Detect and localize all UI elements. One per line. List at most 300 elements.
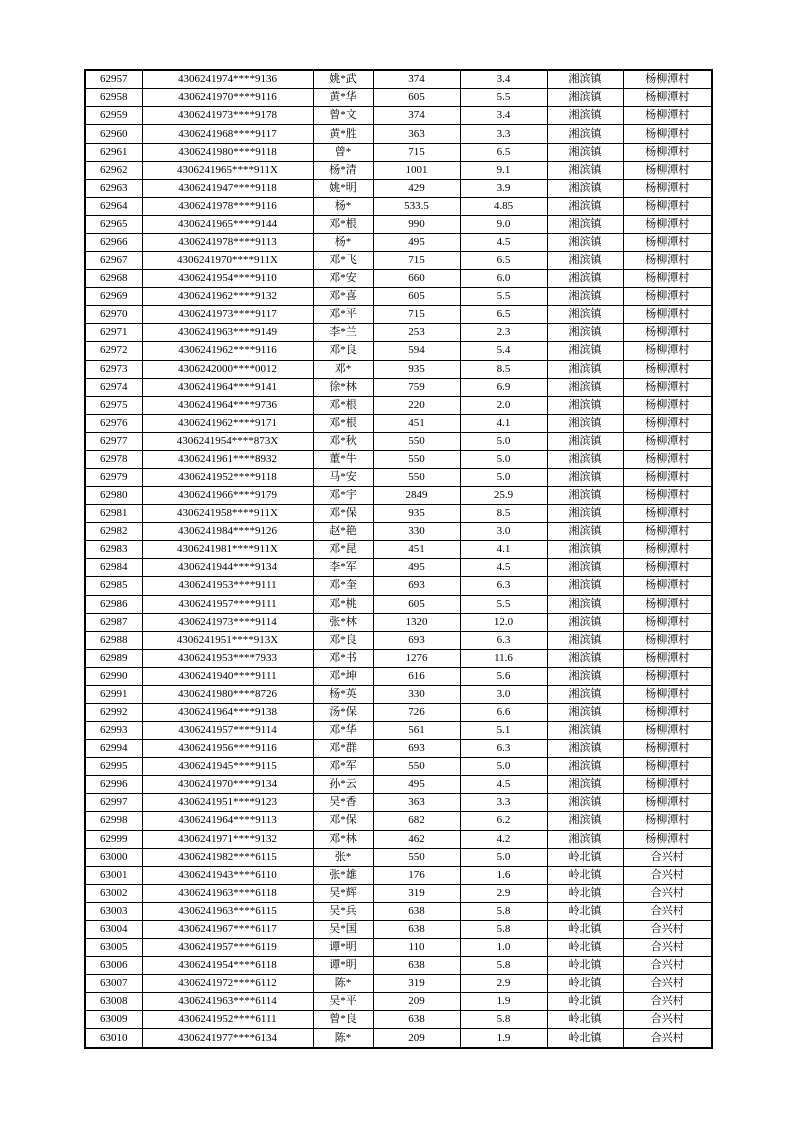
town-cell: 湘滨镇	[547, 378, 623, 396]
serial-cell: 62979	[85, 468, 142, 486]
table-row	[85, 360, 712, 378]
town-cell: 岭北镇	[547, 993, 623, 1011]
table-row	[85, 740, 712, 758]
town-cell: 湘滨镇	[547, 107, 623, 125]
serial-cell: 62961	[85, 143, 142, 161]
name-cell: 汤*保	[313, 703, 373, 721]
village-cell: 合兴村	[623, 920, 712, 938]
id-number-cell: 4306241963****6118	[142, 884, 313, 902]
amount-cell: 533.5	[373, 197, 460, 215]
name-cell: 邓*飞	[313, 252, 373, 270]
amount-cell: 451	[373, 414, 460, 432]
name-cell: 邓*林	[313, 830, 373, 848]
town-cell: 岭北镇	[547, 1029, 623, 1048]
id-number-cell: 4306241972****6112	[142, 975, 313, 993]
town-cell: 湘滨镇	[547, 179, 623, 197]
name-cell: 杨*	[313, 197, 373, 215]
table-row	[85, 378, 712, 396]
table-row	[85, 957, 712, 975]
village-cell: 合兴村	[623, 884, 712, 902]
table-row	[85, 468, 712, 486]
serial-cell: 63007	[85, 975, 142, 993]
serial-cell: 63008	[85, 993, 142, 1011]
table-row	[85, 432, 712, 450]
name-cell: 徐*林	[313, 378, 373, 396]
amount-cell: 550	[373, 450, 460, 468]
table-row	[85, 1011, 712, 1029]
village-cell: 杨柳潭村	[623, 830, 712, 848]
village-cell: 杨柳潭村	[623, 758, 712, 776]
serial-cell: 62999	[85, 830, 142, 848]
serial-cell: 63003	[85, 902, 142, 920]
id-number-cell: 4306241957****9114	[142, 722, 313, 740]
table-row	[85, 812, 712, 830]
town-cell: 湘滨镇	[547, 125, 623, 143]
id-number-cell: 4306241952****6111	[142, 1011, 313, 1029]
area-cell: 2.3	[460, 324, 547, 342]
amount-cell: 209	[373, 1029, 460, 1048]
table-row	[85, 342, 712, 360]
amount-cell: 616	[373, 667, 460, 685]
table-row	[85, 631, 712, 649]
name-cell: 杨*英	[313, 685, 373, 703]
village-cell: 杨柳潭村	[623, 649, 712, 667]
area-cell: 5.0	[460, 432, 547, 450]
town-cell: 岭北镇	[547, 866, 623, 884]
area-cell: 8.5	[460, 360, 547, 378]
town-cell: 湘滨镇	[547, 89, 623, 107]
amount-cell: 550	[373, 468, 460, 486]
amount-cell: 638	[373, 1011, 460, 1029]
serial-cell: 62968	[85, 270, 142, 288]
table-row	[85, 1029, 712, 1048]
serial-cell: 62959	[85, 107, 142, 125]
serial-cell: 62996	[85, 776, 142, 794]
area-cell: 5.1	[460, 722, 547, 740]
area-cell: 1.0	[460, 939, 547, 957]
village-cell: 杨柳潭村	[623, 396, 712, 414]
amount-cell: 495	[373, 559, 460, 577]
id-number-cell: 4306241953****7933	[142, 649, 313, 667]
serial-cell: 63000	[85, 848, 142, 866]
serial-cell: 62969	[85, 288, 142, 306]
area-cell: 5.6	[460, 667, 547, 685]
table-row	[85, 107, 712, 125]
amount-cell: 1001	[373, 161, 460, 179]
town-cell: 湘滨镇	[547, 270, 623, 288]
table-row	[85, 577, 712, 595]
id-number-cell: 4306241953****9111	[142, 577, 313, 595]
village-cell: 杨柳潭村	[623, 577, 712, 595]
village-cell: 杨柳潭村	[623, 306, 712, 324]
area-cell: 4.85	[460, 197, 547, 215]
name-cell: 杨*	[313, 233, 373, 251]
area-cell: 3.9	[460, 179, 547, 197]
town-cell: 湘滨镇	[547, 143, 623, 161]
id-number-cell: 4306241973****9178	[142, 107, 313, 125]
table-body	[85, 70, 712, 1048]
id-number-cell: 4306241981****911X	[142, 541, 313, 559]
table-row	[85, 523, 712, 541]
area-cell: 2.0	[460, 396, 547, 414]
area-cell: 4.5	[460, 776, 547, 794]
village-cell: 杨柳潭村	[623, 468, 712, 486]
town-cell: 湘滨镇	[547, 758, 623, 776]
area-cell: 1.9	[460, 1029, 547, 1048]
name-cell: 李*军	[313, 559, 373, 577]
amount-cell: 759	[373, 378, 460, 396]
table-row	[85, 215, 712, 233]
name-cell: 张*雄	[313, 866, 373, 884]
village-cell: 杨柳潭村	[623, 794, 712, 812]
town-cell: 湘滨镇	[547, 197, 623, 215]
amount-cell: 693	[373, 577, 460, 595]
amount-cell: 1276	[373, 649, 460, 667]
amount-cell: 726	[373, 703, 460, 721]
town-cell: 湘滨镇	[547, 252, 623, 270]
area-cell: 2.9	[460, 975, 547, 993]
id-number-cell: 4306241952****9118	[142, 468, 313, 486]
village-cell: 杨柳潭村	[623, 161, 712, 179]
town-cell: 湘滨镇	[547, 432, 623, 450]
id-number-cell: 4306241971****9132	[142, 830, 313, 848]
area-cell: 4.5	[460, 559, 547, 577]
id-number-cell: 4306241962****9132	[142, 288, 313, 306]
amount-cell: 935	[373, 505, 460, 523]
amount-cell: 209	[373, 993, 460, 1011]
amount-cell: 715	[373, 252, 460, 270]
amount-cell: 220	[373, 396, 460, 414]
village-cell: 杨柳潭村	[623, 631, 712, 649]
town-cell: 湘滨镇	[547, 161, 623, 179]
name-cell: 邓*华	[313, 722, 373, 740]
village-cell: 杨柳潭村	[623, 559, 712, 577]
area-cell: 6.6	[460, 703, 547, 721]
area-cell: 8.5	[460, 505, 547, 523]
serial-cell: 62975	[85, 396, 142, 414]
serial-cell: 63002	[85, 884, 142, 902]
table-row	[85, 252, 712, 270]
town-cell: 湘滨镇	[547, 342, 623, 360]
serial-cell: 62992	[85, 703, 142, 721]
name-cell: 李*兰	[313, 324, 373, 342]
table-row	[85, 125, 712, 143]
amount-cell: 715	[373, 306, 460, 324]
area-cell: 6.9	[460, 378, 547, 396]
village-cell: 杨柳潭村	[623, 252, 712, 270]
village-cell: 杨柳潭村	[623, 70, 712, 89]
village-cell: 合兴村	[623, 902, 712, 920]
table-row	[85, 487, 712, 505]
serial-cell: 62983	[85, 541, 142, 559]
id-number-cell: 4306241951****9123	[142, 794, 313, 812]
name-cell: 邓*根	[313, 215, 373, 233]
area-cell: 12.0	[460, 613, 547, 631]
name-cell: 吴*辉	[313, 884, 373, 902]
area-cell: 4.2	[460, 830, 547, 848]
name-cell: 邓*坤	[313, 667, 373, 685]
id-number-cell: 4306241978****9116	[142, 197, 313, 215]
table-row	[85, 884, 712, 902]
town-cell: 湘滨镇	[547, 360, 623, 378]
amount-cell: 605	[373, 595, 460, 613]
town-cell: 岭北镇	[547, 920, 623, 938]
name-cell: 邓*平	[313, 306, 373, 324]
id-number-cell: 4306241954****9110	[142, 270, 313, 288]
serial-cell: 62958	[85, 89, 142, 107]
id-number-cell: 4306241970****9134	[142, 776, 313, 794]
table-row	[85, 649, 712, 667]
amount-cell: 693	[373, 740, 460, 758]
area-cell: 5.5	[460, 288, 547, 306]
id-number-cell: 4306241944****9134	[142, 559, 313, 577]
table-row	[85, 143, 712, 161]
table-row	[85, 288, 712, 306]
amount-cell: 2849	[373, 487, 460, 505]
table-row	[85, 758, 712, 776]
serial-cell: 62973	[85, 360, 142, 378]
amount-cell: 374	[373, 107, 460, 125]
village-cell: 杨柳潭村	[623, 776, 712, 794]
area-cell: 1.9	[460, 993, 547, 1011]
amount-cell: 638	[373, 902, 460, 920]
name-cell: 邓*良	[313, 342, 373, 360]
town-cell: 岭北镇	[547, 884, 623, 902]
id-number-cell: 4306242000****0012	[142, 360, 313, 378]
village-cell: 杨柳潭村	[623, 595, 712, 613]
name-cell: 邓*良	[313, 631, 373, 649]
serial-cell: 62990	[85, 667, 142, 685]
name-cell: 邓*	[313, 360, 373, 378]
area-cell: 6.3	[460, 631, 547, 649]
town-cell: 湘滨镇	[547, 703, 623, 721]
amount-cell: 330	[373, 523, 460, 541]
name-cell: 邓*书	[313, 649, 373, 667]
village-cell: 合兴村	[623, 1029, 712, 1048]
serial-cell: 62977	[85, 432, 142, 450]
town-cell: 湘滨镇	[547, 324, 623, 342]
serial-cell: 62997	[85, 794, 142, 812]
village-cell: 杨柳潭村	[623, 703, 712, 721]
id-number-cell: 4306241958****911X	[142, 505, 313, 523]
id-number-cell: 4306241963****6114	[142, 993, 313, 1011]
name-cell: 孙*云	[313, 776, 373, 794]
amount-cell: 451	[373, 541, 460, 559]
table-row	[85, 939, 712, 957]
area-cell: 6.5	[460, 252, 547, 270]
serial-cell: 62994	[85, 740, 142, 758]
area-cell: 5.0	[460, 758, 547, 776]
name-cell: 邓*保	[313, 505, 373, 523]
id-number-cell: 4306241963****9149	[142, 324, 313, 342]
name-cell: 吴*香	[313, 794, 373, 812]
amount-cell: 429	[373, 179, 460, 197]
serial-cell: 62976	[85, 414, 142, 432]
amount-cell: 253	[373, 324, 460, 342]
town-cell: 湘滨镇	[547, 541, 623, 559]
amount-cell: 1320	[373, 613, 460, 631]
village-cell: 杨柳潭村	[623, 414, 712, 432]
table-row	[85, 993, 712, 1011]
town-cell: 湘滨镇	[547, 306, 623, 324]
village-cell: 杨柳潭村	[623, 432, 712, 450]
serial-cell: 62974	[85, 378, 142, 396]
serial-cell: 62962	[85, 161, 142, 179]
table-row	[85, 161, 712, 179]
amount-cell: 363	[373, 125, 460, 143]
serial-cell: 62986	[85, 595, 142, 613]
village-cell: 合兴村	[623, 957, 712, 975]
area-cell: 25.9	[460, 487, 547, 505]
area-cell: 5.8	[460, 920, 547, 938]
name-cell: 曾*良	[313, 1011, 373, 1029]
id-number-cell: 4306241957****6119	[142, 939, 313, 957]
table-row	[85, 450, 712, 468]
village-cell: 杨柳潭村	[623, 360, 712, 378]
table-row	[85, 396, 712, 414]
serial-cell: 63004	[85, 920, 142, 938]
amount-cell: 110	[373, 939, 460, 957]
village-cell: 杨柳潭村	[623, 233, 712, 251]
id-number-cell: 4306241982****6115	[142, 848, 313, 866]
amount-cell: 330	[373, 685, 460, 703]
area-cell: 3.4	[460, 70, 547, 89]
name-cell: 赵*艳	[313, 523, 373, 541]
village-cell: 杨柳潭村	[623, 270, 712, 288]
area-cell: 4.1	[460, 541, 547, 559]
name-cell: 谭*明	[313, 939, 373, 957]
area-cell: 5.8	[460, 957, 547, 975]
name-cell: 杨*清	[313, 161, 373, 179]
serial-cell: 62989	[85, 649, 142, 667]
village-cell: 合兴村	[623, 848, 712, 866]
village-cell: 杨柳潭村	[623, 215, 712, 233]
name-cell: 谭*明	[313, 957, 373, 975]
area-cell: 1.6	[460, 866, 547, 884]
area-cell: 5.5	[460, 89, 547, 107]
name-cell: 邓*桃	[313, 595, 373, 613]
amount-cell: 935	[373, 360, 460, 378]
village-cell: 杨柳潭村	[623, 342, 712, 360]
village-cell: 杨柳潭村	[623, 505, 712, 523]
name-cell: 张*林	[313, 613, 373, 631]
town-cell: 湘滨镇	[547, 685, 623, 703]
id-number-cell: 4306241965****911X	[142, 161, 313, 179]
table-row	[85, 197, 712, 215]
town-cell: 湘滨镇	[547, 468, 623, 486]
town-cell: 湘滨镇	[547, 577, 623, 595]
serial-cell: 62981	[85, 505, 142, 523]
table-row	[85, 70, 712, 89]
town-cell: 湘滨镇	[547, 649, 623, 667]
table-row	[85, 505, 712, 523]
area-cell: 6.3	[460, 577, 547, 595]
table-row	[85, 559, 712, 577]
id-number-cell: 4306241961****8932	[142, 450, 313, 468]
name-cell: 吴*兵	[313, 902, 373, 920]
town-cell: 湘滨镇	[547, 631, 623, 649]
table-row	[85, 975, 712, 993]
town-cell: 湘滨镇	[547, 523, 623, 541]
amount-cell: 550	[373, 848, 460, 866]
town-cell: 湘滨镇	[547, 830, 623, 848]
village-cell: 杨柳潭村	[623, 541, 712, 559]
serial-cell: 62985	[85, 577, 142, 595]
serial-cell: 63006	[85, 957, 142, 975]
name-cell: 邓*根	[313, 414, 373, 432]
village-cell: 杨柳潭村	[623, 143, 712, 161]
amount-cell: 561	[373, 722, 460, 740]
serial-cell: 62970	[85, 306, 142, 324]
serial-cell: 62995	[85, 758, 142, 776]
town-cell: 岭北镇	[547, 939, 623, 957]
table-row	[85, 595, 712, 613]
serial-cell: 62980	[85, 487, 142, 505]
amount-cell: 682	[373, 812, 460, 830]
table-row	[85, 179, 712, 197]
name-cell: 黄*华	[313, 89, 373, 107]
name-cell: 董*牛	[313, 450, 373, 468]
table-row	[85, 848, 712, 866]
area-cell: 6.5	[460, 143, 547, 161]
village-cell: 杨柳潭村	[623, 197, 712, 215]
id-number-cell: 4306241984****9126	[142, 523, 313, 541]
village-cell: 杨柳潭村	[623, 812, 712, 830]
village-cell: 杨柳潭村	[623, 378, 712, 396]
id-number-cell: 4306241943****6110	[142, 866, 313, 884]
area-cell: 5.0	[460, 468, 547, 486]
serial-cell: 62993	[85, 722, 142, 740]
town-cell: 湘滨镇	[547, 776, 623, 794]
village-cell: 杨柳潭村	[623, 523, 712, 541]
name-cell: 姚*明	[313, 179, 373, 197]
town-cell: 湘滨镇	[547, 70, 623, 89]
town-cell: 湘滨镇	[547, 812, 623, 830]
serial-cell: 62984	[85, 559, 142, 577]
serial-cell: 62978	[85, 450, 142, 468]
name-cell: 黄*胜	[313, 125, 373, 143]
id-number-cell: 4306241964****9138	[142, 703, 313, 721]
area-cell: 3.3	[460, 794, 547, 812]
amount-cell: 462	[373, 830, 460, 848]
serial-cell: 62960	[85, 125, 142, 143]
area-cell: 3.0	[460, 523, 547, 541]
amount-cell: 638	[373, 957, 460, 975]
name-cell: 邓*昆	[313, 541, 373, 559]
area-cell: 2.9	[460, 884, 547, 902]
town-cell: 湘滨镇	[547, 414, 623, 432]
amount-cell: 374	[373, 70, 460, 89]
serial-cell: 62967	[85, 252, 142, 270]
town-cell: 湘滨镇	[547, 396, 623, 414]
town-cell: 湘滨镇	[547, 288, 623, 306]
id-number-cell: 4306241977****6134	[142, 1029, 313, 1048]
village-cell: 合兴村	[623, 866, 712, 884]
id-number-cell: 4306241973****9117	[142, 306, 313, 324]
id-number-cell: 4306241957****9111	[142, 595, 313, 613]
area-cell: 3.3	[460, 125, 547, 143]
serial-cell: 62957	[85, 70, 142, 89]
serial-cell: 63009	[85, 1011, 142, 1029]
id-number-cell: 4306241974****9136	[142, 70, 313, 89]
id-number-cell: 4306241980****9118	[142, 143, 313, 161]
amount-cell: 550	[373, 432, 460, 450]
area-cell: 5.4	[460, 342, 547, 360]
table-row	[85, 920, 712, 938]
name-cell: 邓*保	[313, 812, 373, 830]
serial-cell: 63005	[85, 939, 142, 957]
serial-cell: 62987	[85, 613, 142, 631]
